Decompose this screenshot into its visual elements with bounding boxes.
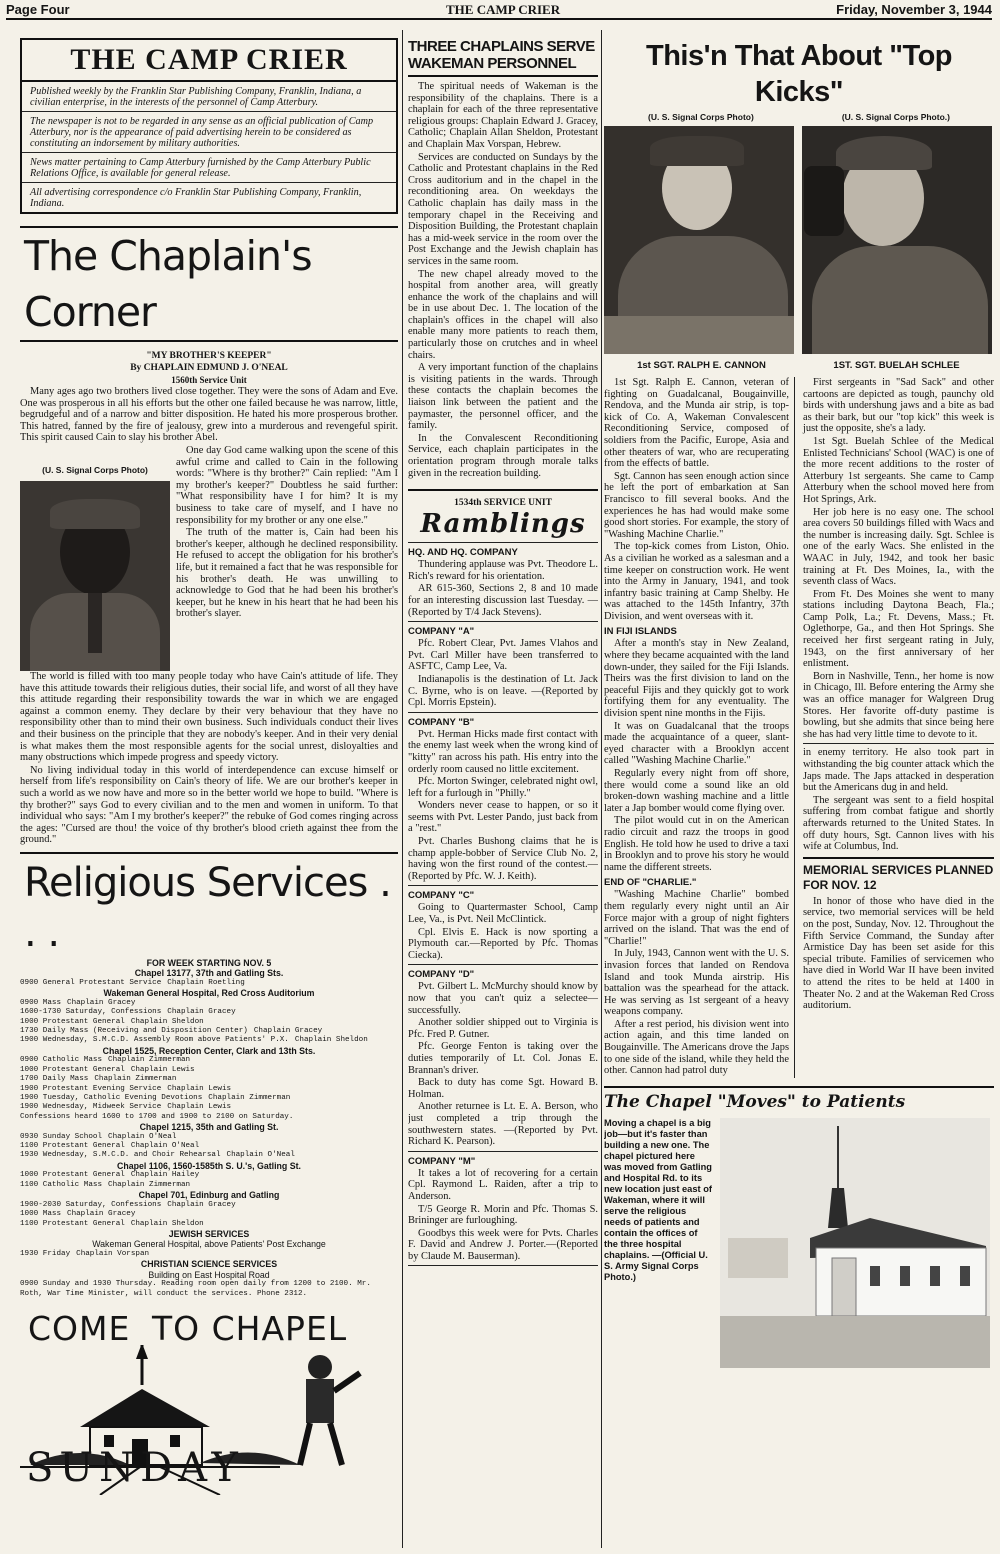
service-officiant: Chaplain Zimmerman <box>94 1075 177 1084</box>
service-time-description: 1100 Protestant General <box>20 1219 125 1228</box>
service-time-description: 0930 Sunday School <box>20 1132 103 1141</box>
article-paragraph: A very important function of the chaplains is visiting patients in the wards. Through these contacts the chaplain becomes the liaison link between the patient and the paymaster, the personnel officer, and the family. <box>408 362 598 432</box>
masthead-disclaimer: The newspaper is not to be regarded in any sense as an official publication of Camp Atterbury, nor is the appearance of paid advertising herein to be considered as constituting an indorsement by military authorities. <box>22 112 396 153</box>
service-time-description: 1000 Protestant General <box>20 1065 125 1074</box>
rambling-item: Pvt. Herman Hicks made first contact with the enemy last week when the wrong kind of "kitty" ran across his path. His entry into the orderly room caused no little excitement. <box>408 728 598 775</box>
company-subhead: COMPANY "D" <box>408 969 475 981</box>
service-time-description: 1000 Mass <box>20 1210 62 1219</box>
service-section-title: CHRISTIAN SCIENCE SERVICES <box>140 1259 278 1270</box>
service-row <box>20 1008 398 1017</box>
service-time-description: 0900 Sunday and 1930 Thursday. Reading room open daily from 1200 to 2100. Mr. Roth, War Time Minister, will conduct the services. Phone 2312. <box>20 1280 371 1298</box>
cannon-story <box>604 377 795 1078</box>
article-paragraph: The new chapel already moved to the hospital from another area, will greatly enhance the work of the chaplains and will be in use about Dec. 1. The location of the chaplain's offices in the chapel will also enable many more patients to reach them, particularly those on crutches and in wheel chairs. <box>408 268 598 361</box>
service-officiant: Chaplain Lewis <box>167 1084 232 1093</box>
service-time-description: 0900 General Protestant Service <box>20 978 162 987</box>
three-chaplains-headline: THREE CHAPLAINS SERVE WAKEMAN PERSONNEL <box>408 38 598 77</box>
service-time-description: 0900 Catholic Mass <box>20 1056 103 1065</box>
service-time-description: 0900 Mass <box>20 998 62 1007</box>
service-officiant: Chaplain Sheldon <box>130 1017 204 1026</box>
service-section-title: Chapel 13177, 37th and Gatling Sts. <box>134 968 284 979</box>
service-section-title: JEWISH SERVICES <box>168 1228 250 1239</box>
editorial-paragraph: No living individual today in this world of interdependence can excuse himself or herself from life's responsibility on Cain's theory of life. We are our brother's keeper in such a world as we now have and more so in the better world we hope to build. "Where is thy brother?" says God to every civilian and to the men and women in uniform. To that individual who says: "Am I my brother's keeper?" the rebuke of God comes ringing across the ages: "Cursed are thou! the voice of thy brother's blood crieth against thee from the ground." <box>20 764 398 846</box>
company-subhead: COMPANY "B" <box>408 716 475 728</box>
service-officiant: Chaplain Gracey <box>67 1210 136 1219</box>
column-rule <box>601 30 602 1548</box>
schlee-story <box>803 377 994 1078</box>
service-time-description: 1000 Protestant General <box>20 1017 125 1026</box>
article-paragraph: After a month's stay in New Zealand, where they became acquainted with the land down-under, they sailed for the Fiji Islands. Theirs was the first division to land on the peaceful Fijis and they quickly got to work fortifying them for any eventuality. The division spent nine months in the Fijis. <box>604 638 789 720</box>
article-paragraph: Services are conducted on Sundays by the Catholic and Protestant chaplains in the Red Cross auditorium and in the chapel in the reconditioning area. On weekdays the Catholic chaplain has daily mass in the temporary chapel in the Receiving and Disposition Building, the Protestant chaplain has a mid-week service in the room over the Post Exchange and the Jewish chaplain has services in the same room. <box>408 151 598 267</box>
rambling-item: T/5 George R. Morin and Pfc. Thomas S. Brininger are furloughing. <box>408 1203 598 1227</box>
moved-chapel-photo <box>720 1118 990 1368</box>
article-paragraph: Her job here is no easy one. The school area covers 50 buildings filled with Wacs and the number is increasing daily. Sgt. Schlee is one of the early Wacs. She enlisted in the WAAC in July, 1942, and took her basic training at Ft. Des Moines, Ia., with the seventh class of Wacs. <box>803 506 994 588</box>
editorial-paragraph: One day God came walking upon the scene of this awful crime and called to Cain in the following words: "Where is thy brother?" Cain replied: "Am I my brother's keeper?" Doubtless he said further: "What responsibility have I for him? It is my business to take care of myself, and I have no responsibility for my brother or any one else." <box>176 444 398 526</box>
service-time-description: 1900 Protestant Evening Service <box>20 1084 162 1093</box>
service-officiant: Chaplain O'Neal <box>108 1132 177 1141</box>
service-time-description: 1730 Daily Mass (Receiving and Disposition Center) <box>20 1027 248 1035</box>
rambling-item: Going to Quartermaster School, Camp Lee, Va., is Pvt. Neil McClintick. <box>408 902 598 926</box>
rambling-item: Thundering applause was Pvt. Theodore L. Rich's reward for his orientation. <box>408 559 598 582</box>
section-subhead: END OF "CHARLIE." <box>604 877 697 889</box>
left-column <box>20 38 398 1548</box>
editorial-byline: By CHAPLAIN EDMUND J. O'NEAL <box>130 363 288 373</box>
article-paragraph: In July, 1943, Cannon went with the U. S. invasion forces that landed on Rendova Island and took Munda airstrip. His battalion was the spearhead for the attack. He was serving as 1st sergeant of a heavy weapons company. <box>604 948 789 1018</box>
service-row <box>20 1036 398 1045</box>
service-row <box>20 1142 398 1151</box>
service-row <box>20 1250 398 1259</box>
caption-schlee: 1ST. SGT. BUELAH SCHLEE <box>833 360 960 371</box>
service-officiant: Chaplain Sheldon <box>130 1219 204 1228</box>
service-time-description: 1930 Wednesday, S.M.C.D. and Choir Rehearsal <box>20 1151 221 1160</box>
service-officiant: Chaplain Hailey <box>130 1171 200 1180</box>
religious-services-heading: Religious Services . . . <box>24 859 391 956</box>
service-time-description: 1930 Friday <box>20 1249 71 1258</box>
chaplains-corner-heading: The Chaplain's Corner <box>20 226 398 342</box>
service-officiant: Chaplain Gracey <box>67 998 136 1007</box>
company-subhead: COMPANY "C" <box>408 890 475 902</box>
service-officiant: Chaplain Roetling <box>167 978 245 987</box>
service-row <box>20 1066 398 1075</box>
editorial-paragraph: The world is filled with too many people today who have Cain's attitude of life. They have this attitude towards their religious duties, their social life, and worst of all they have this attitude regarding their responsibility towards the war in which we are engaged against a common enemy. They declare by their very behaviour that they have no responsibility other than to mind their own business. Such individuals conduct their lives and their business on the principle that they are nobody's keeper. And in their very denial is what makes them the most responsible agents for the social unrest, disloyalties and many obstructions which impede progress and speedy victory. <box>20 670 398 764</box>
service-row <box>20 1280 398 1299</box>
service-section-title: Chapel 1106, 1560-1585th S. U.'s, Gatling St. <box>117 1160 301 1171</box>
service-row <box>20 1094 398 1103</box>
service-officiant: Chaplain Sheldon <box>294 1036 368 1045</box>
ad-text-to-chapel: TO CHAPEL <box>152 1309 348 1349</box>
service-officiant: Chaplain Zimmerman <box>208 1093 291 1102</box>
service-officiant: Chaplain O'Neal <box>130 1142 200 1151</box>
service-time-description: 1000 Protestant General <box>20 1171 125 1180</box>
rambling-item: Pfc. Morton Swinger, celebrated night owl, left for a furlough in "Philly." <box>408 776 598 799</box>
service-officiant: Chaplain Gracey <box>167 1008 236 1017</box>
rambling-item: Pvt. Charles Bushong claims that he is champ apple-bobber of Service Club No. 2, having won the first round of the contest.—(Reported by Pfc. W. J. Keith). <box>408 836 598 882</box>
memorial-headline: MEMORIAL SERVICES PLANNED FOR NOV. 12 <box>803 862 994 892</box>
rambling-item: Goodbys this week were for Pvts. Charles F. David and Andrew J. Porter.—(Reported by Claude M. Bauserman). <box>408 1227 598 1262</box>
editorial-unit: 1560th Service Unit <box>171 375 247 385</box>
service-row <box>20 1151 398 1160</box>
article-paragraph: From Ft. Des Moines she went to many stations including Daytona Beach, Fla.; Camp Polk, La.; Ft. Devens, Mass.; Ft. Oglethorpe, Ga., and then Hot Springs. She received her first sergeant rating in July, 1943, on the first anniversary of her enlistment. <box>803 588 994 670</box>
service-row <box>20 1085 398 1094</box>
service-section-title: Wakeman General Hospital, Red Cross Auditorium <box>103 988 315 999</box>
chapel-moves-headline: The Chapel "Moves" to Patients <box>604 1091 906 1112</box>
company-subhead: COMPANY "A" <box>408 626 475 638</box>
article-paragraph: Born in Nashville, Tenn., her home is now in Chicago, Ill. Before entering the Army she was an office manager for Walgreen Drug Stores. Her favorite off-duty pastime is bowling, but she admits that since being here she has had very little time to devote to it. <box>803 670 994 740</box>
article-paragraph: 1st Sgt. Buelah Schlee of the Medical Enlisted Technicians' School (WAC) is one of the more recent additions to the roster of Atterbury 1st sergeants. She came to Camp Atterbury when the school moved here from Hot Springs, Ark. <box>803 435 994 505</box>
issue-date: Friday, November 3, 1944 <box>836 2 992 17</box>
ad-text-come: COME <box>28 1309 131 1349</box>
service-row <box>20 1113 398 1122</box>
schlee-photo <box>802 126 992 354</box>
service-row <box>20 1018 398 1027</box>
photo-credit: (U. S. Signal Corps Photo.) <box>841 112 950 122</box>
rambling-item: Cpl. Elvis E. Hack is now sporting a Plymouth car.—Reported by Pfc. Thomas Ciecka). <box>408 926 598 961</box>
service-officiant: Chaplain Gracey <box>253 1027 323 1035</box>
editorial-paragraph: The truth of the matter is, Cain had been his brother's keeper, although he declined responsibility. He refused to accept the obligation for his brother's life, but it remained a fact that he was responsible for his brother's death. He was unwilling to acknowledge to God that he had been his brother's keeper, but he knew in his heart that he had been his brother's slayer. <box>176 527 398 620</box>
article-paragraph: The pilot would cut in on the American radio circuit and razz the troops in good English. He told how he used to drive a taxi in Brooklyn and to prove his story he would name the different streets. <box>604 815 789 873</box>
rambling-item: Pvt. Gilbert L. McMurchy should know by now that you can't quiz a selectee—successfully. <box>408 981 598 1016</box>
service-row <box>20 979 398 988</box>
service-officiant: Chaplain Lewis <box>167 1103 232 1112</box>
service-row <box>20 1181 398 1190</box>
rambling-item: AR 615-360, Sections 2, 8 and 10 made for an interesting discussion last Tuesday. — (Reported by T/4 Jack Stevens). <box>408 583 598 618</box>
company-subhead: HQ. AND HQ. COMPANY <box>408 547 518 559</box>
service-row <box>20 1027 398 1036</box>
service-officiant: Chaplain O'Neal <box>226 1151 295 1160</box>
service-time-description: 1900-2030 Saturday, Confessions <box>20 1200 162 1209</box>
article-paragraph: The spiritual needs of Wakeman is the responsibility of the chaplains. There is a chaplain for each of the three representative religious groups: Chaplain Edward J. Gracey, Catholic; Chaplain Allan Sheldon, Protestant and Chaplain Max Vorspan, Hebrew. <box>408 81 598 150</box>
services-schedule <box>20 968 398 1299</box>
rambling-item: It takes a lot of recovering for a certain Cpl. Raymond L. Raiden, after a trip to Anderson. <box>408 1167 598 1202</box>
service-officiant: Chaplain Vorspan <box>76 1249 150 1258</box>
service-row <box>20 1103 398 1112</box>
rambling-item: Pfc. Robert Clear, Pvt. James Vlahos and Pvt. Carl Miller have been transferred to ASFTC, Camp Lee, Va. <box>408 638 598 673</box>
rambling-item: Indianapolis is the destination of Lt. Jack C. Byrne, who is on leave. —(Reported by Cpl. Morris Epstein). <box>408 673 598 709</box>
service-time-description: 1900 Tuesday, Catholic Evening Devotions <box>20 1093 203 1102</box>
chapel-moves-caption: Moving a chapel is a big job—but it's faster than building a new one. The chapel pictured here was moved from Gatling and Hospital Rd. to its new location just east of Wakeman, where it will serve the religious needs of patients and contain the offices of the three hospital chaplains. —(Official U. S. Army Signal Corps Photo.) <box>604 1117 712 1282</box>
article-paragraph: After a rest period, his division went into action again, and this time landed on Bougainville. The Americans drove the Japs to one side of the island, while they held the other. Cannon had patrol duty <box>604 1018 789 1077</box>
service-officiant: Chaplain Lewis <box>130 1065 195 1074</box>
service-time-description: Confessions heard 1600 to 1700 and 1900 to 2100 on Saturday. <box>20 1112 294 1121</box>
article-paragraph: First sergeants in "Sad Sack" and other cartoons are depicted as tough, paunchy old birds with undershung jaws and a bite as bad as their bark, but our "top kick" this week is just the opposite, she's a lady. <box>803 377 994 435</box>
photo-credit: (U. S. Signal Corps Photo) <box>648 112 754 122</box>
section-subhead: IN FIJI ISLANDS <box>604 626 677 638</box>
article-paragraph: The sergeant was sent to a field hospital suffering from combat fatigue and shortly afterwards returned to the United States. In off duty hours, Sgt. Cannon lives with his wife at Columbus, Ind. <box>803 794 994 853</box>
service-row <box>20 1133 398 1142</box>
memorial-body: In honor of those who have died in the service, two memorial services will be held on the post, Sunday, Nov. 12. Throughout the Fifth Service Command, the Sunday after Armistice Day has been set aside for this special tribute. Families of servicemen who have died in World War II have been invited to attend the rites to be held at 1400 in Theater No. 2 and at the Wakeman Red Cross auditorium. <box>803 895 994 1012</box>
editorial-title: "MY BROTHER'S KEEPER" <box>146 351 272 361</box>
article-paragraph: Sgt. Cannon has seen enough action since he left the port of embarkation at San Francisco to fill several books. And the experiences he has had would make some good short stories. For example, the story of "Washing Machine Charlie." <box>604 470 789 540</box>
caption-cannon: 1st SGT. RALPH E. CANNON <box>637 360 766 371</box>
ramblings-title: Ramblings <box>420 509 586 540</box>
service-officiant: Chaplain Zimmerman <box>108 1056 191 1065</box>
service-time-description: 1700 Daily Mass <box>20 1075 89 1084</box>
article-paragraph: The top-kick comes from Liston, Ohio. As a civilian he worked as a salesman and a time keeper on construction work. He went into the Army in January, 1941, and took infantry basic training at Camp Shelby. He was attached to the 145th Infantry, 37th Division, and went overseas with it. <box>604 541 789 622</box>
folio-bar <box>6 0 992 20</box>
rambling-item: Pfc. George Fenton is taking over the duties temporarily of Lt. Col. Jonas E. Brannan's driver. <box>408 1041 598 1076</box>
rambling-item: Back to duty has come Sgt. Howard B. Holman. <box>408 1077 598 1100</box>
service-officiant: Chaplain Zimmerman <box>108 1180 191 1189</box>
masthead-title: THE CAMP CRIER <box>22 40 396 82</box>
service-time-description: 1900 Wednesday, S.M.C.D. Assembly Room above Patients' P.X. <box>20 1036 289 1045</box>
service-officiant: Chaplain Gracey <box>167 1200 236 1209</box>
service-row <box>20 1171 398 1180</box>
column-rule <box>402 30 403 1548</box>
article-paragraph: In the Convalescent Reconditioning Service, each chaplain participates in the orientation program through morale talks given in the recreation building. <box>408 432 598 479</box>
service-row <box>20 1201 398 1210</box>
article-paragraph: "Washing Machine Charlie" bombed them regularly every night until an Air Force major with a group of night fighters arrived on the island. That was the end of "Charlie!" <box>604 889 789 947</box>
rambling-item: Wonders never cease to happen, or so it seems with Pvt. Lester Pando, just back from a "rest." <box>408 800 598 835</box>
company-subhead: COMPANY "M" <box>408 1155 476 1167</box>
article-paragraph: 1st Sgt. Ralph E. Cannon, veteran of fighting on Guadalcanal, Bougainville, Rendova, and the Munda air strip, is top-kick of Co. A, Wakeman Convalescent Reconditioning Service, composed of soldiers from the Pacific, Europe, Asia and other theaters of war, who are recuperating from the effects of battle. <box>604 377 789 470</box>
top-kicks-headline: This'n That About "Top Kicks" <box>645 40 953 108</box>
photo-credit: (U. S. Signal Corps Photo) <box>42 464 148 475</box>
service-section-title: Chapel 1215, 35th and Gatling St. <box>139 1122 279 1133</box>
service-row <box>20 1210 398 1219</box>
chaplain-portrait-photo <box>20 481 170 671</box>
service-row <box>20 999 398 1008</box>
page-number: Page Four <box>6 2 70 17</box>
masthead-news-note: News matter pertaining to Camp Atterbury furnished by the Camp Atterbury Public Relations Office, is available for general release. <box>22 153 396 183</box>
service-section-title: Chapel 1525, Reception Center, Clark and 13th Sts. <box>102 1045 316 1056</box>
service-row <box>20 1220 398 1229</box>
service-time-description: 1600-1730 Saturday, Confessions <box>20 1008 162 1017</box>
rambling-item: Another returnee is Lt. E. A. Berson, who just completed a trip through the southwestern states. —(Reported by Pvt. Richard K. Pearson). <box>408 1101 598 1148</box>
masthead-box <box>20 38 398 214</box>
service-section-subtitle: Building on East Hospital Road <box>148 1269 270 1280</box>
come-to-chapel-ad <box>20 1305 398 1495</box>
services-week: FOR WEEK STARTING NOV. 5 <box>146 957 272 968</box>
ad-text-sunday: SUNDAY <box>26 1445 244 1492</box>
service-section-title: Chapel 701, Edinburg and Gatling <box>138 1190 280 1201</box>
folio-paper-name: THE CAMP CRIER <box>446 2 561 17</box>
ramblings-unit: 1534th SERVICE UNIT <box>454 498 552 509</box>
rambling-item: Another soldier shipped out to Virginia is Pfc. Fred P. Gutner. <box>408 1017 598 1040</box>
service-time-description: 1100 Catholic Mass <box>20 1180 103 1189</box>
article-paragraph: It was on Guadalcanal that the troops made the acquaintance of a queer, slant-eyed character with a Brooklyn accent called "Washing Machine Charlie." <box>604 720 789 767</box>
middle-column <box>408 38 598 1548</box>
service-row <box>20 1075 398 1084</box>
service-section-subtitle: Wakeman General Hospital, above Patients' Post Exchange <box>92 1239 326 1250</box>
service-row <box>20 1056 398 1065</box>
service-time-description: 1100 Protestant General <box>20 1142 125 1151</box>
ramblings-body <box>408 547 598 1266</box>
right-column <box>604 38 994 1548</box>
service-time-description: 1900 Wednesday, Midweek Service <box>20 1103 162 1112</box>
article-paragraph: Regularly every night from off shore, there would come a sound like an old broken-down washing machine and a little later a Jap bomber would come flying over. <box>604 768 789 814</box>
masthead-publisher-note: Published weekly by the Franklin Star Publishing Company, Franklin, Indiana, a civilian enterprise, in the interests of the personnel of Camp Atterbury. <box>22 82 396 112</box>
cannon-photo <box>604 126 794 354</box>
masthead-advertising-note: All advertising correspondence c/o Franklin Star Publishing Company, Franklin, Indiana. <box>30 187 362 209</box>
editorial-paragraph: Many ages ago two brothers lived close together. They were the sons of Adam and Eve. One was prosperous in all his efforts but the other one failed because he was narrow, little, begrudgeful and of a narrow and bitter disposition. He hated his more prosperous brother. This hatred, fanned by the fire of jealousy, grew into a murderous and revengeful spirit. This spirit caused Cain to slay his brother Abel. <box>20 386 398 444</box>
article-paragraph: in enemy territory. He also took part in withstanding the big counter attack which the Japs made. The Japs attacked in desperation but the Americans dug in and held. <box>803 747 994 794</box>
